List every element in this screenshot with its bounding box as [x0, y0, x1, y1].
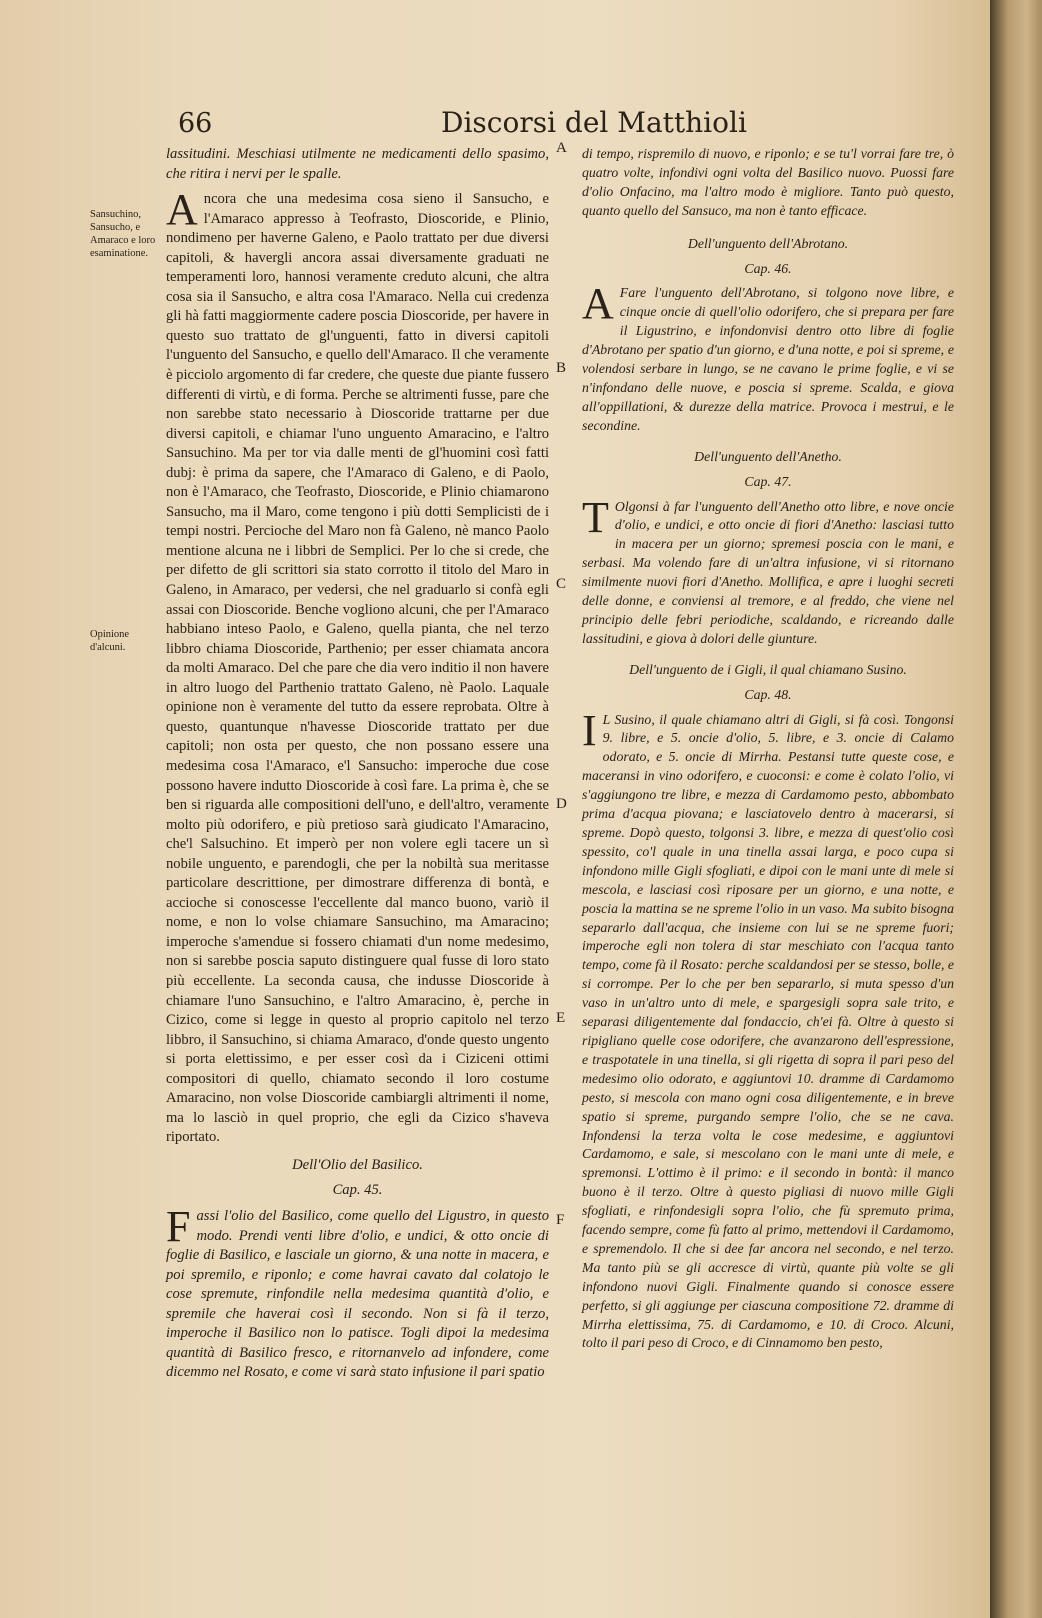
section-title-45: Dell'Olio del Basilico.	[292, 1156, 423, 1173]
left-main-paragraph	[166, 185, 549, 1148]
right-column	[582, 145, 954, 1353]
margin-letter-d: D	[556, 796, 567, 812]
drop-cap: I	[582, 705, 597, 755]
drop-cap: F	[166, 1201, 191, 1251]
left-body-text: ncora che una medesima cosa sieno il Sansucho, e l'Amaraco appresso à Teofrasto, Dioscoride, e Plinio, nondimeno per haverne Galeno, e Paolo trattato per due diversi capitoli, & havergli ancora assai diversamente graduati ne temperamenti loro, hannosi veramente creduto alcuni, che altra cosa sia il Sansucho, e altra cosa l'Amaraco. Nella cui credenza gli hà fatti maggiormente cadere poscia Dioscoride, per havere in questo suo trattato de gl'unguenti, fatto in diversi capitoli l'unguento del Sansucho, e quello dell'Amaraco. Il che veramente è picciolo argomento di far credere, che queste due piante fussero differenti di virtù, e di forma. Perche se altrimenti fusse, pare che non sarebbe stato necessario à Dioscoride trattarne per due diversi capitoli, e chiamar l'uno unguento Amaracino, e l'altro Sansuchino. Ma per tor via dalle menti de gl'huomini così fatti dubj: è prima da sapere, che l'Amaraco di Galeno, e di Paolo, non è l'Amaraco, che Teofrasto, Dioscoride, e Plinio chiamarono Sansucho, ma il Maro, come tengono i più dotti Semplicisti de i tempi nostri. Percioche del Maro non fà Galeno, nè manco Paolo mentione alcuna ne i libbri de Semplici. Per lo che si crede, che per difetto de gli scrittori sia stato corrotto il titolo del Maro in Galeno, in Amaraco, per vedersi, che nel graduarlo si confà egli assai con Dioscoride. Benche vogliono alcuni, che per l'Amaraco habbiano inteso Paolo, e Galeno, quella pianta, che nel terzo libbro chiama Dioscoride, Parthenio; per esser chiamata ancora da molti Amaraco. Del che pare che dia vero inditio il non havere in altro luogo del Parthenio trattato Galeno, nè Paolo. Laquale opinione non è veramente del tutto da essere reprobata. Oltre à questo, quantunque n'havesse Dioscoride trattato per due capitoli; non osta per questo, che non possano essere una medesima cosa l'Amaraco, e'l Sansucho: imperoche due cose possono havere indutto Dioscoride à così fare. La prima è, che se ben si riguarda alle compositioni dell'uno, e dell'altro, veramente molto più odorifero, e più pretioso sarà giudicato l'Amaracino, che'l Salsuchino. Et imperò per non volere egli tacere un sì nobile unguento, e parendogli, che per la nobiltà sua meritasse particolare descrittione, per dimostrare differenza di bontà, e accioche si conoscesse l'eccellente dal manco buono, variò il nome, e non lo volse chiamare Sansuchino, ma Amaracino; imperoche s'amendue si fossero chiamati d'un nome medesimo, non si sarebbe poscia saputo distinguere qual fusse di loro stato più eccellente. La seconda causa, che indusse Dioscoride à chiamare l'uno Sansuchino, e l'altro Amaracino, è, perche in Cizico, come si legge in questo al proprio capitolo nel terzo libbro, il Sansuchino, si chiama Amaraco, d'onde questo ungento si porta elettissimo, e per esser così da i Ciziceni ottimi compositori di quello, chiamato secondo il loro costume Amaracino, non volse Dioscoride cambiargli altrimenti il nome, ma lo lasciò in quel proprio, che egli da Cizico s'haveva riportato.	[166, 191, 549, 1146]
section-cap-46: Cap. 46.	[744, 260, 792, 276]
section-cap-47: Cap. 47.	[744, 473, 792, 489]
section-cap-48: Cap. 48.	[744, 686, 792, 702]
margin-letter-e: E	[556, 1010, 566, 1026]
section-paragraph-46	[582, 279, 954, 435]
margin-letter-f: F	[556, 1212, 565, 1228]
drop-cap: A	[166, 185, 198, 235]
page-number: 66	[178, 108, 213, 139]
section-title-47: Dell'unguento dell'Anetho.	[694, 448, 842, 464]
section-body-48: L Susino, il quale chiamano altri di Gigli, si fà così. Tongonsi 9. libre, e 5. oncie d'olio, 5. libre, e 3. oncie di Calamo odorato, e 5. oncie di Mirrha. Pestansi tutte queste cose, e maceransi in vino odorifero, e cuoconsi: e come è colato l'olio, vi s'aggiungono tre libre, e mezza di Cardamomo pesto, abbombato prima d'acqua piovana; e lasciatovelo dentro à macerarsi, si spreme. Dopò questo, tolgonsi 3. libre, e mezza di quest'olio così spessito, co'l quale in una tinella assai larga, e poco cupa si infondono mille Gigli sfogliati, e dipoi con le mani unte di mele si mescola, e lasciasi così riposare per un giorno, e una notte, e poscia la mattina se ne spreme l'olio in un vaso. Ma subito bisogna separarlo dall'acqua, che insieme con lui se ne spreme fuori; imperoche egli non tolera di star meschiato con l'acqua tanto tempo, come fà il Rosato: perche scaldandosi per se stesso, bolle, e si corrompe. Per lo che per ben separarlo, si muta spesso d'un vaso in un'altro unto di mele, e spargesigli sopra sale trito, e separasi diligentemente dal fondaccio, ch'ei fà. Oltre à questo si ripigliano quelle cose odorifere, che avanzarono dell'espressione, e traspotatele in una tinella, si gli rigetta di sopra il pari peso del medesimo olio odorato, e aggiuntovi 10. dramme di Cardamomo pesto, si mescola con mano ogni cosa diligentemente, e in breve spatio si spreme, purgando sempre l'olio, che se ne cava. Infondensi la terza volta le cose medesime, e aggiuntovi Cardamomo, e sale, si mescolano con le mani unte di mele, e spremonsi. L'ottimo è il primo: e il secondo in bontà: il manco buono è il terzo. Oltre à questo pigliasi di nuovo mille Gigli sfogliati, e rinfondesigli sopra l'olio, che fù spremuto prima, facendo sempre, come fù fatto al primo, mettendovi il Cardamomo, e spremendolo. Il che si dee far ancora nel secondo, e nel terzo. Ma tanto più se gli accresce di virtù, quante più volte se gli infondono nuovi Gigli. Finalmente quando si conosce essere perfetto, si gli aggiunge per ciascuna compositione 72. dramme di Mirrha elettissima, 75. di Cardamomo, e 10. di Croco. Alcuni, tolto il pari peso di Croco, e di Cinnamomo ben pesto,	[582, 711, 954, 1351]
section-paragraph-45	[166, 1201, 549, 1383]
section-cap-45: Cap. 45.	[332, 1182, 383, 1199]
section-paragraph-48	[582, 705, 954, 1354]
margin-letter-b: B	[556, 360, 567, 376]
section-title-46: Dell'unguento dell'Abrotano.	[687, 235, 849, 251]
section-title-48: Dell'unguento de i Gigli, il qual chiamano Susino.	[629, 661, 907, 677]
margin-letter-a: A	[556, 140, 567, 156]
running-title: Discorsi del Matthioli	[441, 106, 747, 139]
right-opening: di tempo, rispremilo di nuovo, e riponlo; e se tu'l vorrai fare tre, ò quatro volte, infondivi ogni volta del Basilico nuovo. Puossi fare d'olio Onfacino, ma l'altro modo è migliore. Tanto può questo, quanto quello del Sansuco, ma non è tanto efficace.	[582, 146, 954, 218]
drop-cap: A	[582, 279, 614, 329]
margin-letter-c: C	[556, 576, 567, 592]
section-body-45: assi l'olio del Basilico, come quello del Ligustro, in questo modo. Prendi venti libre d'olio, e undici, & otto oncie di foglie di Basilico, e lasciale un giorno, & una notte in macera, e poi spremilo, e riponlo; e come havrai cavato dal colatojo le cose spremute, rinfondile nella medesima quantità d'olio, e spremile che haverai così il secondo. Non si fà il terzo, imperoche il Basilico non lo patisce. Togli dipoi la medesima quantità di Basilico fresco, e ritornanvelo ad infondere, come dicemmo nel Rosato, e come vi sarà stato infusione il pari spatio	[166, 1207, 549, 1381]
margin-note-sansuchino: Sansuchino, Sansucho, e Amaraco e loro esaminatione.	[90, 209, 156, 259]
adjacent-page-edge	[990, 0, 1042, 1618]
left-column	[166, 145, 549, 1383]
left-opening: lassitudini. Meschiasi utilmente ne medicamenti dello spasimo, che ritira i nervi per le spalle.	[166, 146, 549, 182]
section-paragraph-47	[582, 492, 954, 649]
margin-note-opinione: Opinione d'alcuni.	[90, 629, 130, 653]
section-body-47: Olgonsi à far l'unguento dell'Anetho otto libre, e nove oncie d'olio, e undici, e otto oncie di fiori d'Anetho: lasciasi tutto in macera per un giorno; spremesi poscia con le mani, e serbasi. Ma volendo fare di un'altra infusione, vi si ritornano similmente nuovi fiori d'Anetho. Mollifica, e apre i luoghi secreti delle donne, e conviensi al tremore, e al freddo, che viene nel principio delle febri periodiche, scaldando, e ricreando dalle lassitudini, e giova à dolori delle giunture.	[582, 498, 954, 646]
drop-cap: T	[582, 492, 609, 542]
section-body-46: Fare l'unguento dell'Abrotano, si tolgono nove libre, e cinque oncie di quell'olio odorifero, che si prepara per fare il Ligustrino, e infondonvisi dentro otto libre di foglie d'Abrotano per spatio d'un giorno, e d'una notte, e poi si spreme, e volendosi serbare in lungo, se ne cavano le prime foglie, e vi se n'infondano delle nuove, e poscia si spreme. Scalda, e giova all'oppillationi, & durezze della matrice. Provoca i mestrui, e le secondine.	[582, 285, 954, 433]
